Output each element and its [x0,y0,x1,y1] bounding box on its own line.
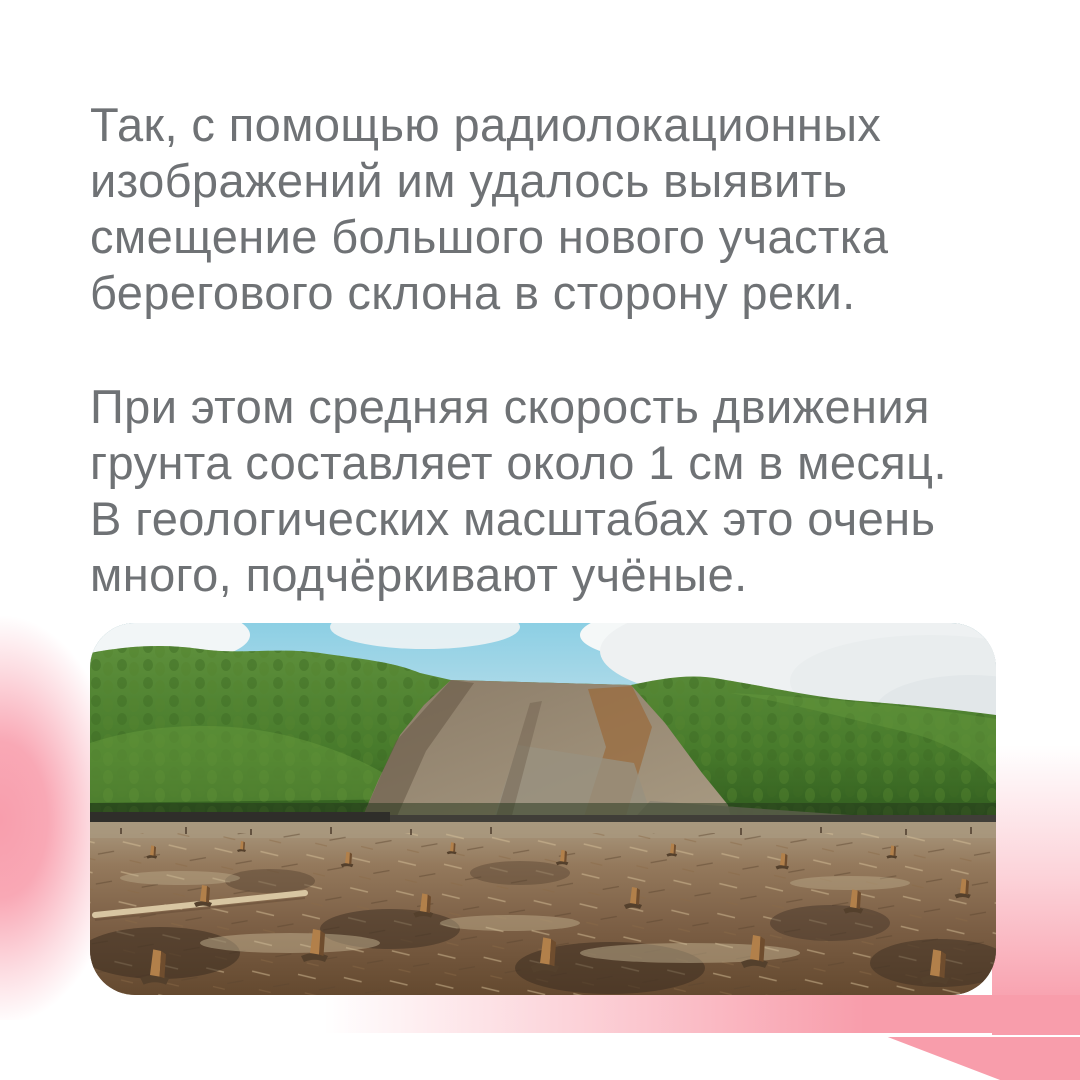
body-paragraph-2 [90,379,1030,603]
clearcut-foreground [90,822,996,995]
text-line: Так, с помощью радиолокационных [90,98,882,151]
pink-ribbon-bottom-right [0,1037,1080,1080]
text-line: При этом средняя скорость движения [90,380,930,433]
landslide-photo [90,623,996,995]
pink-glow-right [992,745,1080,1035]
text-line: грунта составляет около 1 см в месяц. [90,436,947,489]
text-line: изображений им удалось выявить [90,154,848,207]
text-line: смещение большого нового участка [90,210,889,263]
landslide-photo-illustration [90,623,996,995]
pink-band-bottom [0,995,1080,1033]
text-line: много, подчёркивают учёные. [90,548,748,601]
text-line: берегового склона в сторону реки. [90,266,856,319]
river [90,803,996,825]
body-paragraph-1 [90,97,1030,321]
text-line: В геологических масштабах это очень [90,492,936,545]
